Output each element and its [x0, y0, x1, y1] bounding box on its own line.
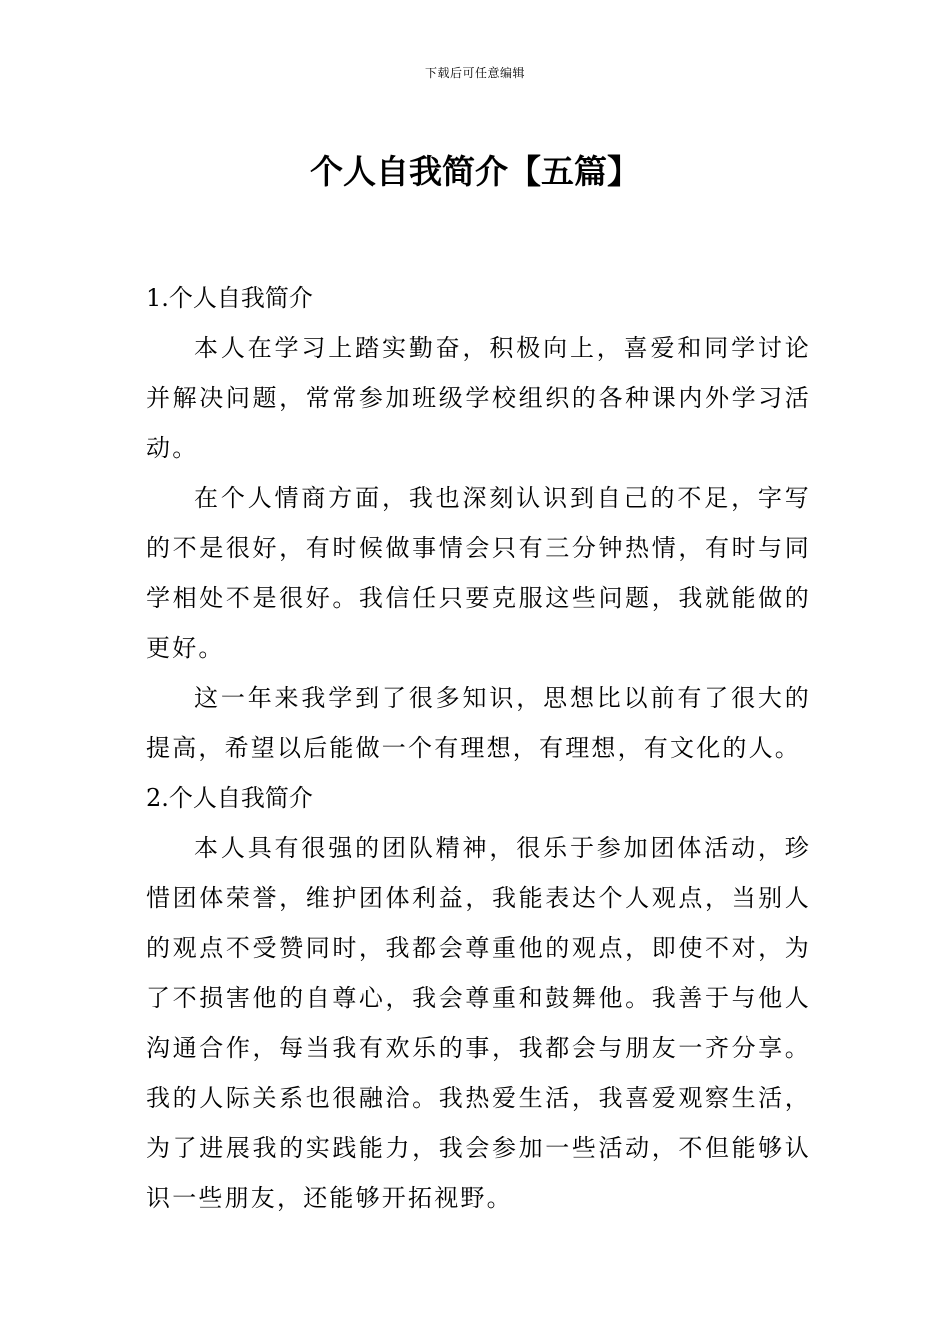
- paragraph: 在个人情商方面，我也深刻认识到自己的不足，字写的不是很好，有时候做事情会只有三分钟热情，有时与同学相处不是很好。我信任只要克服这些问题，我就能做的更好。: [146, 484, 811, 662]
- section-heading: 1.个人自我简介: [146, 284, 313, 312]
- paragraph: 本人在学习上踏实勤奋，积极向上，喜爱和同学讨论并解决问题，常常参加班级学校组织的各种课内外学习活动。: [146, 334, 811, 462]
- document-title: 个人自我简介【五篇】: [310, 152, 640, 192]
- paragraph: 这一年来我学到了很多知识，思想比以前有了很大的提高，希望以后能做一个有理想，有理想，有文化的人。: [146, 684, 811, 762]
- section-heading: 2.个人自我简介: [146, 784, 313, 812]
- paragraph: 本人具有很强的团队精神，很乐于参加团体活动，珍惜团体荣誉，维护团体利益，我能表达个人观点，当别人的观点不受赞同时，我都会尊重他的观点，即使不对，为了不损害他的自尊心，我会尊重和鼓舞他。我善于与他人沟通合作，每当我有欢乐的事，我都会与朋友一齐分享。我的人际关系也很融洽。我热爱生活，我喜爱观察生活，为了进展我的实践能力，我会参加一些活动，不但能够认识一些朋友，还能够开拓视野。: [146, 834, 811, 1212]
- section-2: [146, 773, 811, 1223]
- section-1: [146, 273, 811, 773]
- document-body: [146, 273, 811, 1223]
- header-note: 下载后可任意编辑: [424, 66, 525, 80]
